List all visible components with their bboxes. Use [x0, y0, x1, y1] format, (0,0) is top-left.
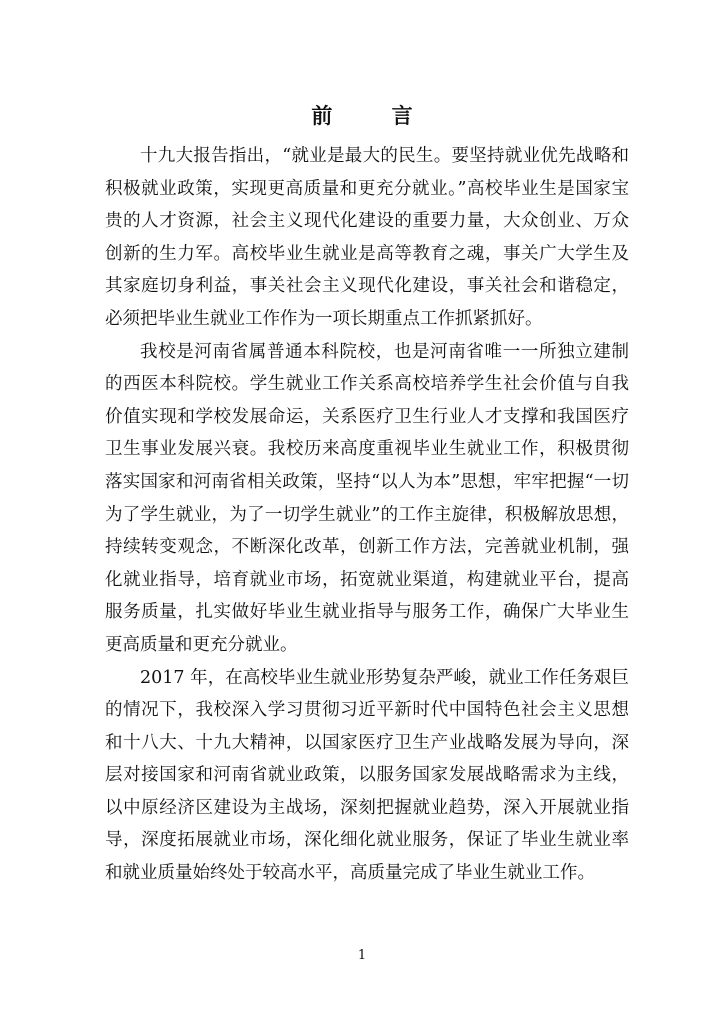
document-body: [105, 140, 629, 890]
page-number: 1: [357, 948, 367, 963]
paragraph: 十九大报告指出，“就业是最大的民生。要坚持就业优先战略和积极就业政策，实现更高质量和更充分就业。”高校毕业生是国家宝贵的人才资源，社会主义现代化建设的重要力量，大众创业、万众创新的生力军。高校毕业生就业是高等教育之魂，事关广大学生及其家庭切身利益，事关社会主义现代化建设，事关社会和谐稳定，必须把毕业生就业工作作为一项长期重点工作抓紧抓好。: [105, 146, 629, 329]
paragraph: 我校是河南省属普通本科院校，也是河南省唯一一所独立建制的西医本科院校。学生就业工作关系高校培养学生社会价值与自我价值实现和学校发展命运，关系医疗卫生行业人才支撑和我国医疗卫生事业发展兴衰。我校历来高度重视毕业生就业工作，积极贯彻落实国家和河南省相关政策，坚持“以人为本”思想，牢牢把握“一切为了学生就业，为了一切学生就业”的工作主旋律，积极解放思想，持续转变观念，不断深化改革，创新工作方法，完善就业机制，强化就业指导，培育就业市场，拓宽就业渠道，构建就业平台，提高服务质量，扎实做好毕业生就业指导与服务工作，确保广大毕业生更高质量和更充分就业。: [105, 341, 629, 655]
paragraph: 2017 年，在高校毕业生就业形势复杂严峻，就业工作任务艰巨的情况下，我校深入学习贯彻习近平新时代中国特色社会主义思想和十八大、十九大精神，以国家医疗卫生产业战略发展为导向，深层对接国家和河南省就业政策，以服务国家发展战略需求为主线，以中原经济区建设为主战场，深刻把握就业趋势，深入开展就业指导，深度拓展就业市场，深化细化就业服务，保证了毕业生就业率和就业质量始终处于较高水平，高质量完成了毕业生就业工作。: [105, 667, 629, 884]
page-title: 前 言: [311, 103, 439, 128]
